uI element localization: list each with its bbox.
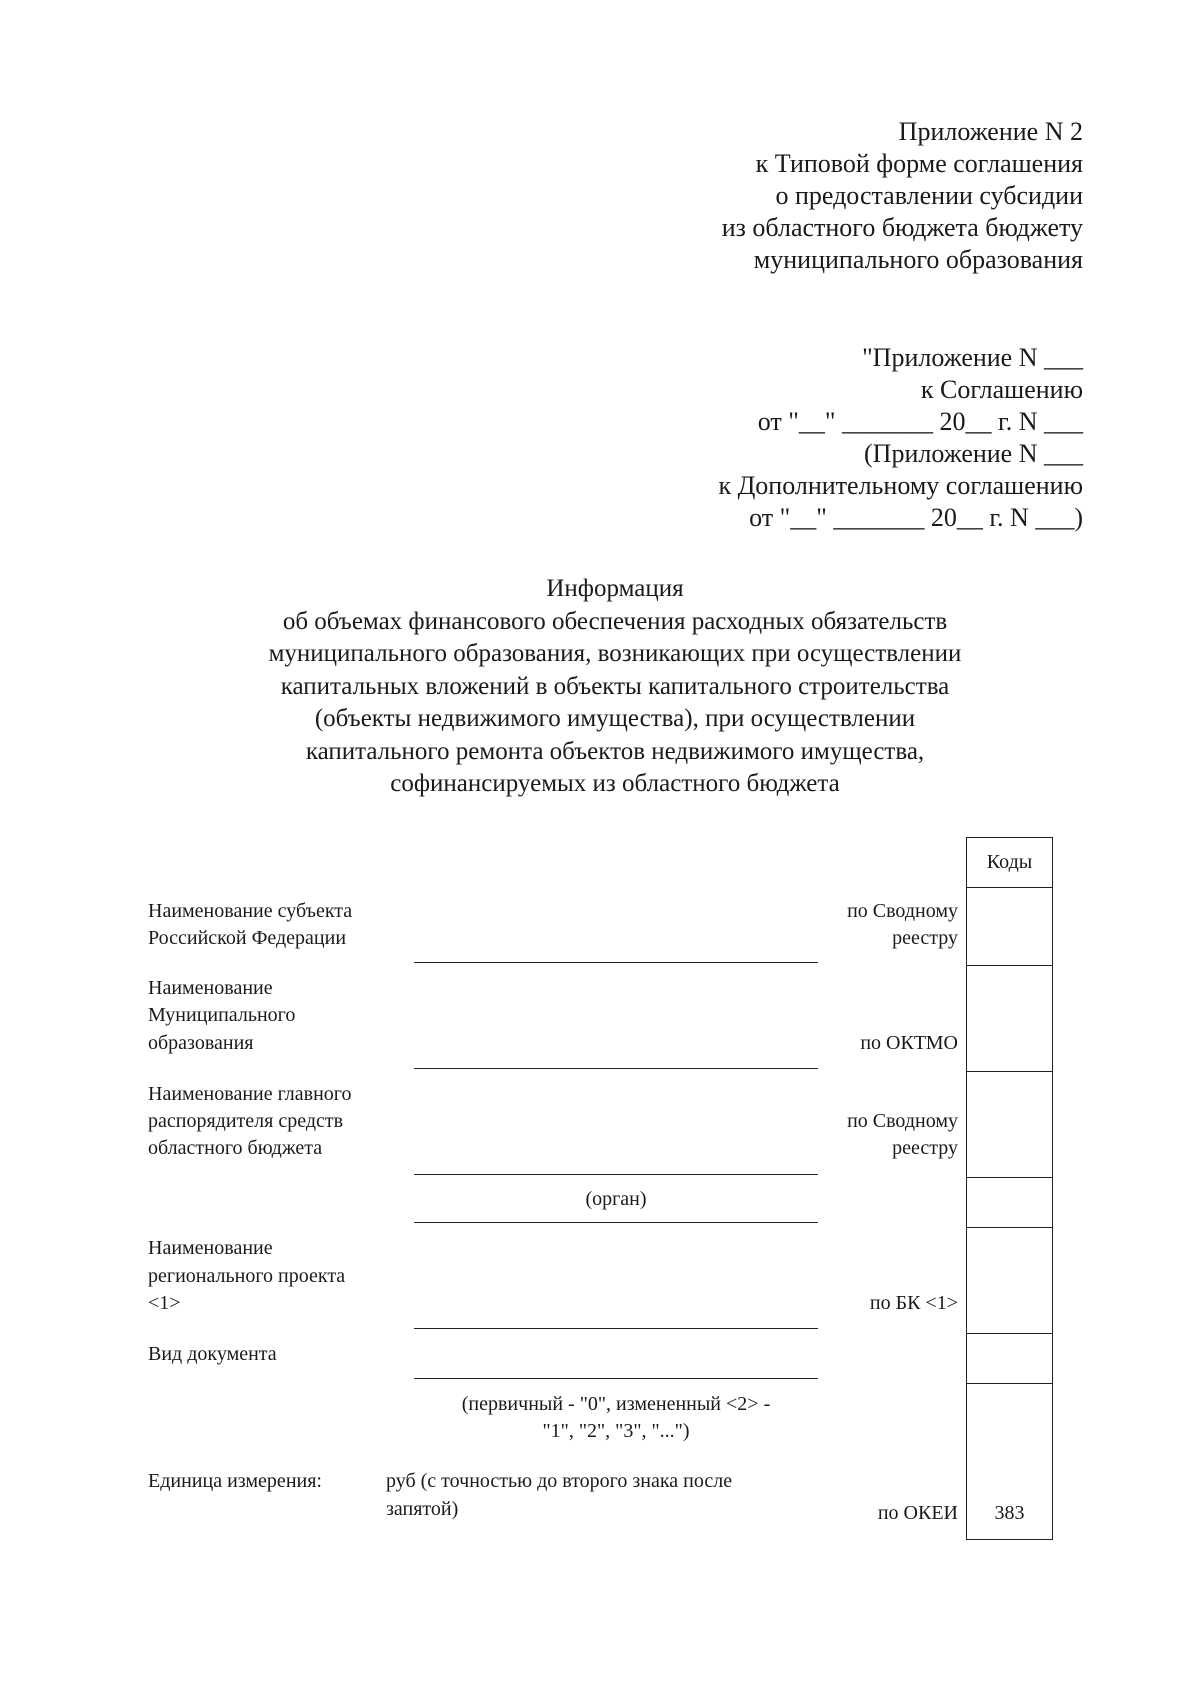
municipality-code-label: по ОКТМО: [860, 1032, 958, 1054]
appendix-line-1: Приложение N 2: [898, 117, 1083, 146]
chief-manager-entry-field[interactable]: [414, 1174, 818, 1175]
regional-project-code-label: по БК <1>: [869, 1292, 958, 1314]
codes-row-divider: [966, 1071, 1053, 1072]
unit-label: Единица измерения:: [148, 1470, 322, 1492]
codes-header: Коды: [986, 851, 1033, 873]
agreement-line-2: к Соглашению: [920, 375, 1083, 404]
subject-code-label-line-2: реестру: [892, 927, 958, 949]
unit-code-label: по ОКЕИ: [877, 1502, 958, 1524]
chief-manager-code-label-line-2: реестру: [892, 1137, 958, 1159]
document-type-caption-line-1: (первичный - "0", измененный <2> -: [461, 1393, 771, 1415]
municipality-label-line-3: образования: [148, 1032, 254, 1054]
codes-table-bottom-border: [966, 1539, 1053, 1540]
unit-value-line-2: запятой): [386, 1498, 459, 1520]
chief-manager-label-line-2: распорядителя средств: [148, 1110, 344, 1132]
regional-project-entry-field[interactable]: [414, 1328, 818, 1329]
title-line-4: (объекты недвижимого имущества), при осуществлении: [314, 705, 916, 732]
title-line-5: капитального ремонта объектов недвижимого имущества,: [305, 738, 925, 765]
appendix-line-4: из областного бюджета бюджету: [721, 213, 1083, 242]
chief-manager-label-line-3: областного бюджета: [148, 1137, 323, 1159]
title-line-2: муниципального образования, возникающих при осуществлении: [268, 640, 962, 667]
subject-label-line-2: Российской Федерации: [148, 927, 347, 949]
codes-row-divider: [966, 887, 1053, 888]
codes-table-left-border: [966, 837, 967, 1540]
codes-table-right-border: [1052, 837, 1053, 1540]
regional-project-label-line-3: <1>: [148, 1292, 181, 1314]
title-heading: Информация: [546, 575, 684, 602]
title-line-1: об объемах финансового обеспечения расходных обязательств: [282, 608, 948, 635]
subject-entry-field[interactable]: [414, 962, 818, 963]
organ-entry-field[interactable]: [414, 1222, 818, 1223]
organ-caption: (орган): [585, 1188, 647, 1210]
agreement-line-6: от "__" _______ 20__ г. N ___): [749, 503, 1083, 532]
municipality-label-line-2: Муниципального: [148, 1004, 296, 1026]
agreement-line-4: (Приложение N ___: [864, 439, 1083, 468]
subject-label-line-1: Наименование субъекта: [148, 900, 353, 922]
chief-manager-code-label-line-1: по Сводному: [847, 1110, 958, 1132]
subject-code-label-line-1: по Сводному: [847, 900, 958, 922]
title-line-3: капитальных вложений в объекты капитального строительства: [280, 673, 950, 700]
document-type-entry-field[interactable]: [414, 1378, 818, 1379]
codes-row-divider: [966, 1383, 1053, 1384]
regional-project-label-line-1: Наименование: [148, 1237, 273, 1259]
agreement-line-5: к Дополнительному соглашению: [718, 471, 1083, 500]
chief-manager-label-line-1: Наименование главного: [148, 1083, 352, 1105]
unit-value-line-1: руб (с точностью до второго знака после: [386, 1470, 733, 1492]
agreement-line-1: "Приложение N ___: [862, 343, 1083, 372]
agreement-line-3: от "__" _______ 20__ г. N ___: [757, 407, 1083, 436]
appendix-line-2: к Типовой форме соглашения: [755, 149, 1083, 178]
title-line-6: софинансируемых из областного бюджета: [390, 770, 840, 797]
document-type-label: Вид документа: [148, 1343, 277, 1365]
appendix-line-5: муниципального образования: [753, 245, 1083, 274]
okei-code-value: 383: [994, 1502, 1025, 1524]
codes-row-divider: [966, 1177, 1053, 1178]
regional-project-label-line-2: регионального проекта: [148, 1265, 346, 1287]
document-type-caption-line-2: "1", "2", "3", "..."): [542, 1420, 690, 1442]
codes-row-divider: [966, 1227, 1053, 1228]
municipality-label-line-1: Наименование: [148, 977, 273, 999]
codes-row-divider: [966, 965, 1053, 966]
codes-table-top-border: [966, 837, 1053, 838]
appendix-line-3: о предоставлении субсидии: [775, 181, 1083, 210]
municipality-entry-field[interactable]: [414, 1068, 818, 1069]
codes-row-divider: [966, 1333, 1053, 1334]
